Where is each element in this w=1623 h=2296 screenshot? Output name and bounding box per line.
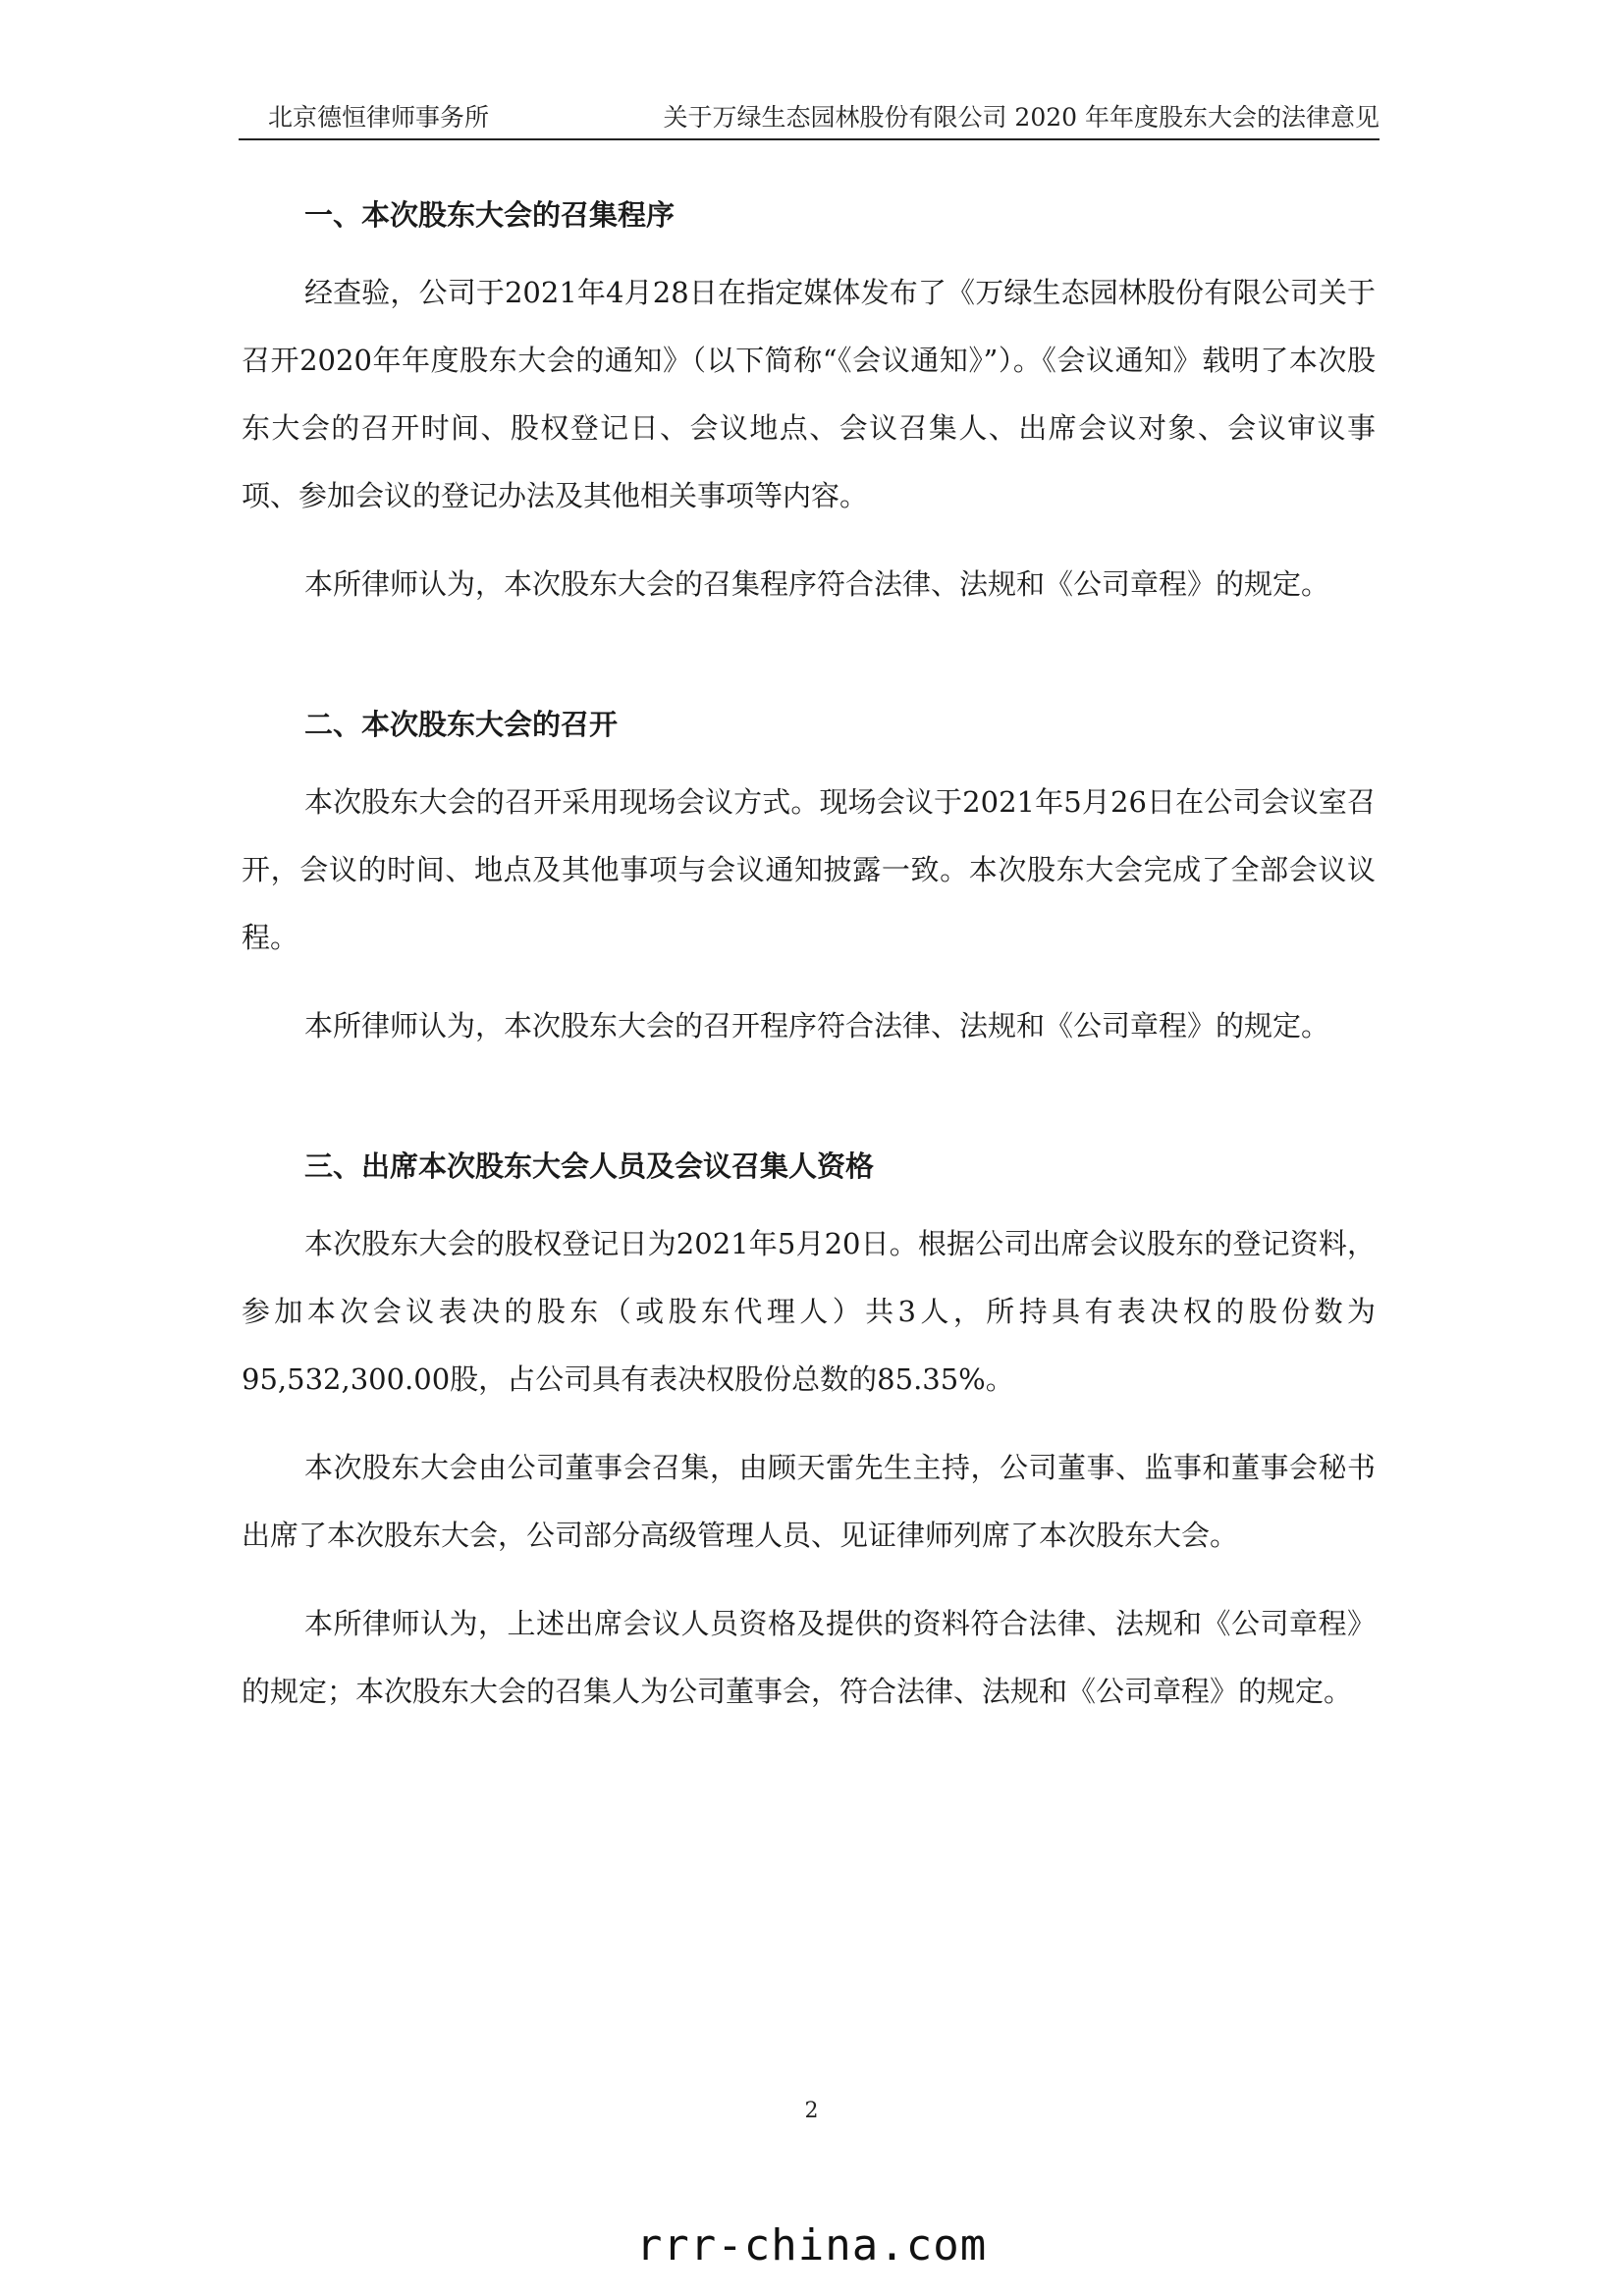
running-header xyxy=(239,98,1380,137)
section-2-paragraph-2: 本所律师认为，本次股东大会的召开程序符合法律、法规和《公司章程》的规定。 xyxy=(304,1009,1330,1042)
header-firm-name: 北京德恒律师事务所 xyxy=(268,103,490,132)
section-spacer xyxy=(242,1060,1376,1143)
section-1-title: 一、本次股东大会的召集程序 xyxy=(304,198,676,232)
section-2-title: 二、本次股东大会的召开 xyxy=(304,708,619,741)
section-3-title: 三、出席本次股东大会人员及会议召集人资格 xyxy=(304,1149,875,1183)
section-3-paragraph-2: 本次股东大会由公司董事会召集，由顾天雷先生主持，公司董事、监事和董事会秘书出席了本次股东大会，公司部分高级管理人员、见证律师列席了本次股东大会。 xyxy=(242,1451,1376,1552)
header-divider xyxy=(239,138,1380,140)
document-body xyxy=(242,191,1376,1726)
header-document-title: 关于万绿生态园林股份有限公司 2020 年年度股东大会的法律意见 xyxy=(663,103,1380,132)
section-3-paragraph-1: 本次股东大会的股权登记日为2021年5月20日。根据公司出席会议股东的登记资料，参加本次会议表决的股东（或股东代理人）共3人，所持具有表决权的股份数为95,532,300.00股，占公司具有表决权股份总数的85.35%。 xyxy=(242,1227,1376,1396)
section-1-paragraph-2: 本所律师认为，本次股东大会的召集程序符合法律、法规和《公司章程》的规定。 xyxy=(304,567,1330,601)
site-watermark: rrr-china.com xyxy=(635,2220,988,2270)
section-2-paragraph-1: 本次股东大会的召开采用现场会议方式。现场会议于2021年5月26日在公司会议室召开，会议的时间、地点及其他事项与会议通知披露一致。本次股东大会完成了全部会议议程。 xyxy=(242,785,1376,954)
page-number: 2 xyxy=(804,2099,819,2123)
section-1-paragraph-1: 经查验，公司于2021年4月28日在指定媒体发布了《万绿生态园林股份有限公司关于召开2020年年度股东大会的通知》（以下简称“《会议通知》”）。《会议通知》载明了本次股东大会的召开时间、股权登记日、会议地点、会议召集人、出席会议对象、会议审议事项、参加会议的登记办法及其他相关事项等内容。 xyxy=(242,276,1376,512)
section-3-paragraph-3: 本所律师认为，上述出席会议人员资格及提供的资料符合法律、法规和《公司章程》的规定；本次股东大会的召集人为公司董事会，符合法律、法规和《公司章程》的规定。 xyxy=(242,1607,1376,1708)
section-spacer xyxy=(242,618,1376,701)
